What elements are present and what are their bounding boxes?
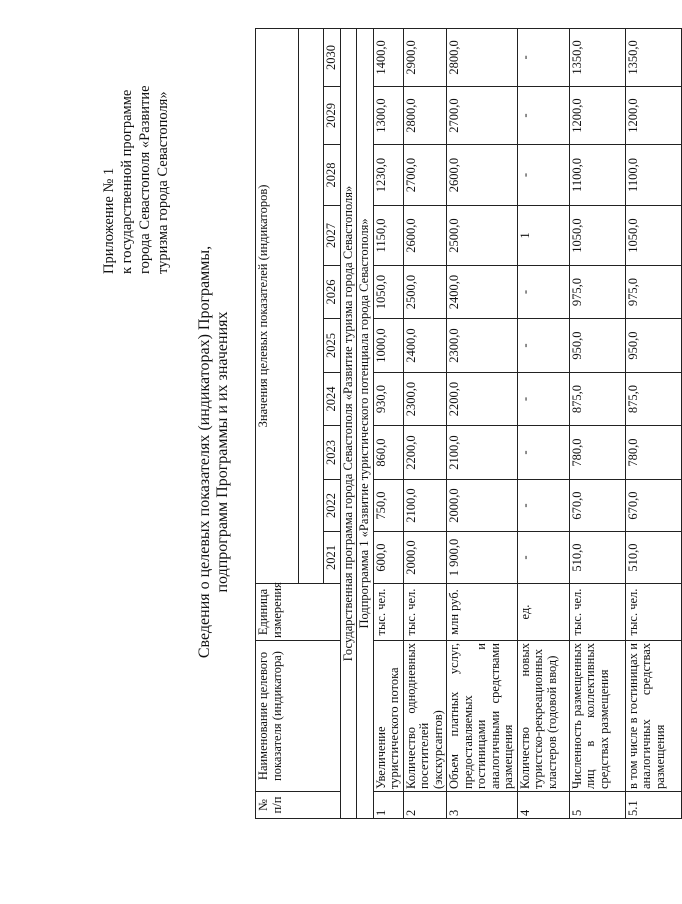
value-cell: - — [517, 532, 569, 584]
table-row — [625, 28, 681, 818]
value-cell: 510,0 — [625, 532, 681, 584]
table-row — [517, 28, 569, 818]
unit-cell: тыс. чел. — [625, 584, 681, 641]
appendix-note — [100, 4, 172, 274]
value-cell: 875,0 — [569, 373, 625, 426]
value-cell: 1 — [517, 206, 569, 266]
value-cell: - — [517, 319, 569, 373]
value-cell: 2500,0 — [447, 206, 518, 266]
indicators-table — [255, 28, 682, 819]
subprogram-title: Подпрограмма 1 «Развитие туристического потенциала города Севастополя» — [357, 28, 374, 818]
value-cell: 750,0 — [373, 480, 403, 532]
indicator-name: Объем платных услуг, предоставляемых гостиницами и аналогичными средствами размещения — [447, 641, 518, 792]
value-cell: 2400,0 — [403, 319, 447, 373]
value-cell: 1200,0 — [625, 87, 681, 145]
program-title: Государственная программа города Севастополя «Развитие туризма города Севастополя» — [340, 28, 357, 818]
value-cell: 510,0 — [569, 532, 625, 584]
document-subtitle: подпрограмм Программы и их значениях — [214, 311, 231, 593]
appendix-line: Приложение № 1 — [101, 167, 117, 274]
value-cell: 2800,0 — [403, 87, 447, 145]
value-cell: 2700,0 — [447, 87, 518, 145]
table-body — [256, 28, 682, 818]
value-cell: 950,0 — [625, 319, 681, 373]
appendix-line: к государственной программе — [119, 89, 135, 274]
appendix-line: туризма города Севастополя» — [155, 91, 171, 274]
value-cell: 1100,0 — [625, 145, 681, 206]
value-cell: 600,0 — [373, 532, 403, 584]
header-name: Наименование целевого показателя (индикатора) — [256, 641, 341, 792]
row-number: 5 — [569, 792, 625, 819]
unit-cell: млн руб. — [447, 584, 518, 641]
indicator-name: в том числе в гостиницах и аналогичных средствах размещения — [625, 641, 681, 792]
value-cell: - — [517, 145, 569, 206]
header-unit: Единица измерения — [256, 584, 341, 641]
value-cell: 1350,0 — [569, 28, 625, 86]
value-cell: 860,0 — [373, 426, 403, 480]
year-header: 2028 — [324, 145, 341, 206]
unit-cell: тыс. чел. — [373, 584, 403, 641]
row-number: 3 — [447, 792, 518, 819]
year-header: 2021 — [324, 532, 341, 584]
header-spacer — [299, 28, 324, 583]
value-cell: 1350,0 — [625, 28, 681, 86]
value-cell: 2200,0 — [447, 373, 518, 426]
value-cell: 1150,0 — [373, 206, 403, 266]
value-cell: 2400,0 — [447, 266, 518, 319]
value-cell: 2800,0 — [447, 28, 518, 86]
value-cell: - — [517, 266, 569, 319]
value-cell: 2300,0 — [403, 373, 447, 426]
row-number: 1 — [373, 792, 403, 819]
table-row — [403, 28, 447, 818]
table-row — [447, 28, 518, 818]
year-header: 2023 — [324, 426, 341, 480]
value-cell: 1230,0 — [373, 145, 403, 206]
value-cell: 975,0 — [625, 266, 681, 319]
value-cell: 1050,0 — [373, 266, 403, 319]
appendix-line: города Севастополя «Развитие — [137, 85, 153, 274]
indicator-name: Количество однодневных посетителей (экскурсантов) — [403, 641, 447, 792]
subprogram-row — [357, 28, 374, 818]
value-cell: - — [517, 480, 569, 532]
indicator-name: Численность размещенных лиц в коллективных средствах размещения — [569, 641, 625, 792]
year-header: 2026 — [324, 266, 341, 319]
value-cell: 875,0 — [625, 373, 681, 426]
value-cell: 670,0 — [569, 480, 625, 532]
value-cell: 1050,0 — [569, 206, 625, 266]
program-row — [340, 28, 357, 818]
value-cell: 2100,0 — [403, 480, 447, 532]
unit-cell: тыс. чел. — [403, 584, 447, 641]
year-header: 2024 — [324, 373, 341, 426]
year-header: 2025 — [324, 319, 341, 373]
value-cell: 1 900,0 — [447, 532, 518, 584]
table-row — [569, 28, 625, 818]
value-cell: - — [517, 87, 569, 145]
value-cell: - — [517, 373, 569, 426]
value-cell: 2900,0 — [403, 28, 447, 86]
value-cell: 1100,0 — [569, 145, 625, 206]
table-row — [373, 28, 403, 818]
unit-cell: ед. — [517, 584, 569, 641]
year-header: 2027 — [324, 206, 341, 266]
value-cell: 1400,0 — [373, 28, 403, 86]
value-cell: - — [517, 426, 569, 480]
row-number: 4 — [517, 792, 569, 819]
value-cell: 2000,0 — [447, 480, 518, 532]
value-cell: 2500,0 — [403, 266, 447, 319]
header-row — [256, 28, 299, 818]
value-cell: 2700,0 — [403, 145, 447, 206]
value-cell: 950,0 — [569, 319, 625, 373]
value-cell: 930,0 — [373, 373, 403, 426]
value-cell: 780,0 — [569, 426, 625, 480]
value-cell: 975,0 — [569, 266, 625, 319]
unit-cell: тыс. чел. — [569, 584, 625, 641]
indicator-name: Количество новых туристско-рекреационных кластеров (годовой ввод) — [517, 641, 569, 792]
value-cell: 1050,0 — [625, 206, 681, 266]
value-cell: 2600,0 — [403, 206, 447, 266]
header-no: № п/п — [256, 792, 341, 819]
value-cell: 670,0 — [625, 480, 681, 532]
value-cell: 1200,0 — [569, 87, 625, 145]
indicator-name: Увеличение туристического потока — [373, 641, 403, 792]
year-header: 2029 — [324, 87, 341, 145]
year-header: 2022 — [324, 480, 341, 532]
value-cell: 2100,0 — [447, 426, 518, 480]
value-cell: 2000,0 — [403, 532, 447, 584]
header-values: Значения целевых показателей (индикаторов) — [256, 28, 299, 583]
year-header: 2030 — [324, 28, 341, 86]
row-number: 2 — [403, 792, 447, 819]
value-cell: 780,0 — [625, 426, 681, 480]
value-cell: 2600,0 — [447, 145, 518, 206]
value-cell: 2200,0 — [403, 426, 447, 480]
value-cell: 1000,0 — [373, 319, 403, 373]
value-cell: 2300,0 — [447, 319, 518, 373]
row-number: 5.1 — [625, 792, 681, 819]
document-title: Сведения о целевых показателях (индикаторах) Программы, — [196, 245, 213, 659]
value-cell: - — [517, 28, 569, 86]
value-cell: 1300,0 — [373, 87, 403, 145]
